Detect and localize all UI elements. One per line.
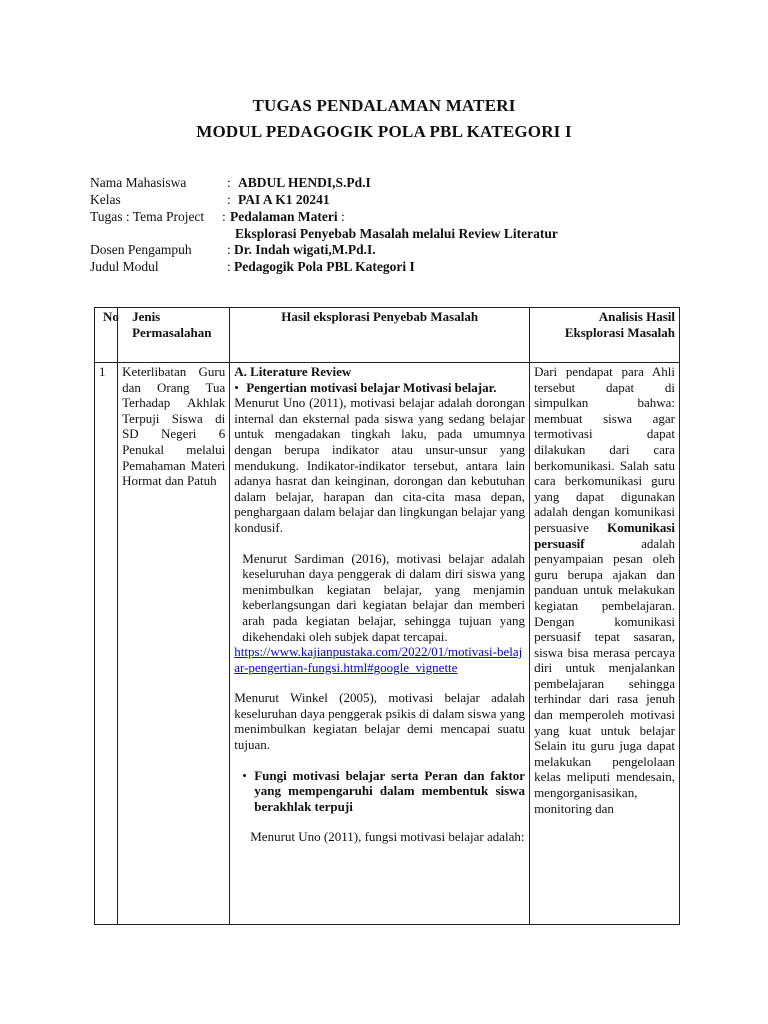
kelas-label: Kelas bbox=[90, 192, 121, 207]
analisis-text-2: adalah penyampaian pesan oleh guru berupa ajakan dan panduan untuk melakukan kegiatan pembelajaran. Dengan komunikasi persuasif tepat sasaran, siswa bisa merasa percaya diri untuk menjalankan pembelajaran sehingga terhindar dari rasa jenuh dan memperoleh motivasi yang kuat untuk belajar Selain itu guru juga dapat melakukan pengelolaan kelas meliputi mendesain, mengorganisasikan, monitoring dan bbox=[534, 535, 675, 816]
section-title: A. Literature Review bbox=[234, 364, 352, 379]
paragraph-sardiman: Menurut Sardiman (2016), motivasi belajar adalah keseluruhan daya penggerak di dalam diri siswa yang menimbulkan kegiatan belajar, yang menjamin keberlangsungan dari kegiatan belajar dan memberi arah pada kegiatan belajar, sehingga tujuan yang dikehendaki oleh subjek dapat tercapai. bbox=[242, 550, 526, 644]
nama-label: Nama Mahasiswa bbox=[90, 175, 187, 190]
row-analisis bbox=[530, 363, 680, 925]
bullet-dot-icon: • bbox=[234, 379, 239, 395]
exploration-table bbox=[94, 307, 680, 925]
bullet-text: Fungi motivasi belajar serta Peran dan faktor yang mempengaruhi dalam membentuk siswa berakhlak terpuji bbox=[254, 767, 526, 814]
bullet-text: Pengertian motivasi belajar Motivasi belajar. bbox=[246, 379, 497, 395]
row-hasil bbox=[230, 363, 530, 925]
document-title: TUGAS PENDALAMAN MATERI bbox=[252, 96, 516, 115]
kelas-value: PAI A K1 20241 bbox=[238, 192, 330, 207]
tugas-value-2: Eksplorasi Penyebab Masalah melalui Review Literatur bbox=[235, 226, 558, 241]
paragraph-uno-fungsi: Menurut Uno (2011), fungsi motivasi belajar adalah: bbox=[250, 829, 525, 845]
tugas-separator: : bbox=[222, 209, 226, 224]
dosen-label: Dosen Pengampuh bbox=[90, 242, 192, 257]
tugas-value: Pedalaman Materi : bbox=[230, 209, 345, 224]
analisis-bold: Komunikasi persuasif bbox=[534, 519, 675, 551]
dosen-separator: : bbox=[227, 242, 231, 257]
bullet-dot-icon: • bbox=[242, 767, 247, 783]
bullet-item bbox=[234, 768, 525, 815]
paragraph-winkel: Menurut Winkel (2005), motivasi belajar adalah keseluruhan daya penggerak psikis di dalam siswa yang menimbulkan kegiatan belajar demi mencapai suatu tujuan. bbox=[234, 690, 526, 753]
dosen-value: Dr. Indah wigati,M.Pd.I. bbox=[234, 242, 376, 257]
header-analisis: Analisis Hasil Eksplorasi Masalah bbox=[530, 308, 680, 363]
kelas-separator: : bbox=[227, 192, 231, 207]
nama-value: ABDUL HENDI,S.Pd.I bbox=[238, 175, 371, 190]
judul-label: Judul Modul bbox=[90, 259, 159, 274]
document-subtitle: MODUL PEDAGOGIK POLA PBL KATEGORI I bbox=[196, 122, 572, 141]
header-no: No bbox=[95, 308, 118, 363]
judul-separator: : bbox=[227, 259, 231, 274]
bullet-item bbox=[234, 380, 525, 396]
judul-value: Pedagogik Pola PBL Kategori I bbox=[234, 259, 415, 274]
table-header-row bbox=[95, 308, 680, 363]
paragraph-uno: Menurut Uno (2011), motivasi belajar adalah dorongan internal dan eksternal pada siswa yang sedang belajar untuk mengadakan tingkah laku, pada umumnya dengan berupa indikator atau unsur-unsur yang mendukung. Indikator-indikator tersebut, antara lain adanya hasrat dan keinginan, dorongan dan kebutuhan dalam belajar, harapan dan cita-cita masa depan, penghargaan dalam belajar dan lingkungan belajar yang kondusif. bbox=[234, 395, 526, 535]
table-row bbox=[95, 363, 680, 925]
tugas-label: Tugas : Tema Project bbox=[90, 209, 205, 224]
nama-separator: : bbox=[227, 175, 231, 190]
row-no: 1 bbox=[95, 363, 118, 925]
header-hasil: Hasil eksplorasi Penyebab Masalah bbox=[230, 308, 530, 363]
header-jenis: Jenis Permasalahan bbox=[118, 308, 230, 363]
analisis-text-1: Dari pendapat para Ahli tersebut dapat di simpulkan bahwa: membuat siswa agar termotivasi dapat dilakukan dari cara berkomunikasi. Salah satu cara berkomunikasi guru yang dapat digunakan adalah dengan komunikasi persuasive bbox=[534, 364, 675, 535]
reference-link[interactable]: https://www.kajianpustaka.com/2022/01/motivasi-belajar-pengertian-fungsi.html#google_vignette bbox=[234, 644, 523, 675]
row-jenis: Keterlibatan Guru dan Orang Tua Terhadap Akhlak Terpuji Siswa di SD Negeri 6 Penukal melalui Pemahaman Materi Hormat dan Patuh bbox=[118, 363, 230, 925]
